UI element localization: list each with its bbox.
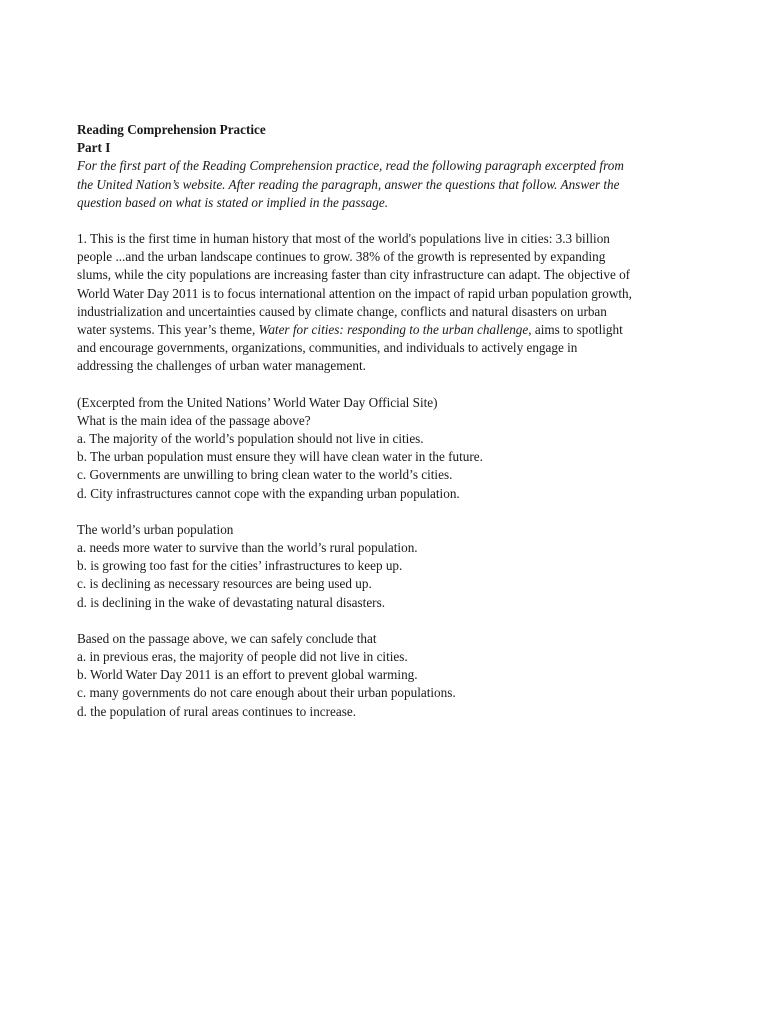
document-title: Reading Comprehension Practice	[77, 122, 266, 137]
answer-option: c. is declining as necessary resources are being used up.	[77, 576, 372, 592]
source-citation: (Excerpted from the United Nations’ World Water Day Official Site)	[77, 394, 438, 410]
answer-option: d. City infrastructures cannot cope with the expanding urban population.	[77, 485, 460, 501]
question-prompt: The world’s urban population	[77, 521, 234, 537]
passage-line: people ...and the urban landscape continues to grow. 38% of the growth is represented by expanding	[77, 249, 606, 265]
instructions-line: question based on what is stated or implied in the passage.	[77, 194, 388, 210]
answer-option: c. Governments are unwilling to bring clean water to the world’s cities.	[77, 467, 453, 483]
answer-option: d. is declining in the wake of devastating natural disasters.	[77, 594, 385, 610]
passage-line: and encourage governments, organizations, communities, and individuals to actively engage in	[77, 340, 578, 356]
instructions-line: the United Nation’s website. After reading the paragraph, answer the questions that follow. Answer the	[77, 176, 620, 192]
passage-line: addressing the challenges of urban water management.	[77, 358, 366, 374]
theme-suffix: , aims to spotlight	[528, 322, 623, 338]
question-1	[77, 412, 713, 503]
passage-theme-line	[77, 321, 713, 339]
theme-title: Water for cities: responding to the urban challenge	[258, 322, 529, 338]
answer-option: b. The urban population must ensure they will have clean water in the future.	[77, 449, 483, 465]
answer-option: b. is growing too fast for the cities’ infrastructures to keep up.	[77, 558, 403, 574]
part-heading: Part I	[77, 140, 111, 156]
passage-line: industrialization and uncertainties caused by climate change, conflicts and natural disasters on urban	[77, 303, 607, 319]
passage	[77, 230, 713, 376]
answer-option: c. many governments do not care enough about their urban populations.	[77, 685, 456, 701]
passage-line: World Water Day 2011 is to focus international attention on the impact of rapid urban population growth,	[77, 285, 632, 301]
question-2	[77, 521, 713, 612]
theme-prefix: water systems. This year’s theme,	[77, 322, 259, 338]
answer-option: b. World Water Day 2011 is an effort to prevent global warming.	[77, 667, 418, 683]
instructions	[77, 157, 713, 212]
answer-option: a. The majority of the world’s population should not live in cities.	[77, 431, 424, 447]
question-3	[77, 630, 713, 721]
question-prompt: What is the main idea of the passage above?	[77, 412, 311, 428]
answer-option: a. in previous eras, the majority of people did not live in cities.	[77, 649, 408, 665]
answer-option: a. needs more water to survive than the world’s rural population.	[77, 540, 418, 556]
document-content	[77, 121, 713, 721]
answer-option: d. the population of rural areas continues to increase.	[77, 703, 357, 719]
question-prompt: Based on the passage above, we can safely conclude that	[77, 630, 377, 646]
passage-line: 1. This is the first time in human history that most of the world's populations live in cities: 3.3 billion	[77, 231, 610, 247]
instructions-line: For the first part of the Reading Comprehension practice, read the following paragraph excerpted from	[77, 158, 624, 174]
passage-line: slums, while the city populations are increasing faster than city infrastructure can adapt. The objective of	[77, 267, 631, 283]
